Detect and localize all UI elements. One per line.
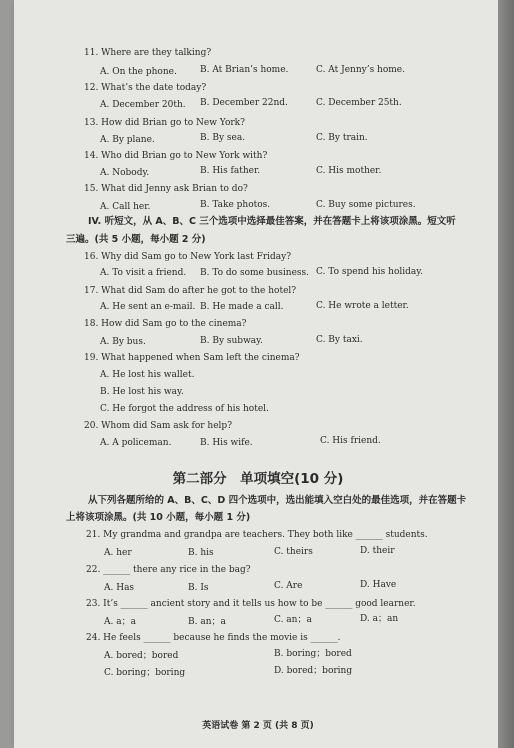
- option-13a: A. By plane.: [100, 135, 155, 145]
- option-24c: C. boring；boring: [104, 668, 186, 678]
- option-24b: B. boring；bored: [274, 649, 352, 659]
- question-23: 23. It’s ______ ancient story and it tells us how to be ______ good learner.: [86, 599, 416, 609]
- option-12a: A. December 20th.: [100, 100, 186, 110]
- option-24d: D. bored；boring: [274, 666, 353, 676]
- option-22a: A. Has: [104, 583, 135, 593]
- section-iv-instruction-line2: 三遍。(共 5 小题，每小题 2 分): [66, 234, 206, 245]
- question-11: 11. Where are they talking?: [84, 48, 212, 58]
- option-23c: C. an；a: [274, 615, 312, 625]
- option-16b: B. To do some business.: [200, 268, 309, 278]
- option-17a: A. He sent an e-mail.: [100, 302, 196, 312]
- option-15b: B. Take photos.: [200, 200, 271, 210]
- option-14a: A. Nobody.: [100, 168, 150, 178]
- option-15c: C. Buy some pictures.: [316, 200, 416, 210]
- option-23a: A. a；a: [104, 617, 136, 627]
- option-20b: B. His wife.: [200, 438, 253, 448]
- option-19c: C. He forgot the address of his hotel.: [100, 404, 269, 414]
- option-17b: B. He made a call.: [200, 302, 284, 312]
- option-11a: A. On the phone.: [100, 67, 177, 77]
- option-14c: C. His mother.: [316, 166, 382, 176]
- option-22c: C. Are: [274, 581, 303, 591]
- question-19: 19. What happened when Sam left the cinema?: [84, 353, 300, 363]
- option-12b: B. December 22nd.: [200, 98, 288, 108]
- option-20a: A. A policeman.: [100, 438, 172, 448]
- option-13b: B. By sea.: [200, 133, 246, 143]
- part-two-heading: 第二部分 单项填空(10 分): [172, 471, 344, 487]
- section-iv-instruction-line1: IV. 听短文，从 A、B、C 三个选项中选择最佳答案，并在答题卡上将该项涂黑。短文听: [88, 216, 456, 227]
- question-17: 17. What did Sam do after he got to the hotel?: [84, 286, 297, 296]
- option-19b: B. He lost his way.: [100, 387, 184, 397]
- option-20c: C. His friend.: [320, 436, 381, 446]
- option-24a: A. bored；bored: [104, 651, 179, 661]
- option-14b: B. His father.: [200, 166, 261, 176]
- option-16c: C. To spend his holiday.: [316, 267, 423, 277]
- option-11c: C. At Jenny’s home.: [316, 65, 405, 75]
- page-footer: 英语试卷 第 2 页 (共 8 页): [202, 721, 314, 731]
- page-edge-shadow: [498, 0, 514, 748]
- question-15: 15. What did Jenny ask Brian to do?: [84, 184, 248, 194]
- exam-page: [14, 0, 502, 748]
- question-18: 18. How did Sam go to the cinema?: [84, 319, 247, 329]
- option-22b: B. Is: [188, 583, 209, 593]
- option-18c: C. By taxi.: [316, 335, 363, 345]
- option-21c: C. theirs: [274, 547, 313, 557]
- option-17c: C. He wrote a letter.: [316, 301, 409, 311]
- option-23b: B. an；a: [188, 617, 226, 627]
- option-18b: B. By subway.: [200, 336, 263, 346]
- option-13c: C. By train.: [316, 133, 368, 143]
- question-20: 20. Whom did Sam ask for help?: [84, 421, 233, 431]
- option-16a: A. To visit a friend.: [100, 268, 187, 278]
- question-16: 16. Why did Sam go to New York last Friday?: [84, 252, 292, 262]
- option-11b: B. At Brian’s home.: [200, 65, 289, 75]
- option-21b: B. his: [188, 548, 214, 558]
- question-22: 22. ______ there any rice in the bag?: [86, 565, 251, 575]
- question-12: 12. What’s the date today?: [84, 83, 207, 93]
- option-19a: A. He lost his wallet.: [100, 370, 195, 380]
- question-24: 24. He feels ______ because he finds the movie is ______.: [86, 633, 341, 643]
- question-21: 21. My grandma and grandpa are teachers. They both like ______ students.: [86, 530, 428, 540]
- option-18a: A. By bus.: [100, 337, 146, 347]
- part-two-instruction-line2: 上将该项涂黑。(共 10 小题，每小题 1 分): [66, 512, 251, 523]
- option-21d: D. their: [360, 546, 395, 556]
- question-14: 14. Who did Brian go to New York with?: [84, 151, 268, 161]
- option-12c: C. December 25th.: [316, 98, 402, 108]
- option-15a: A. Call her.: [100, 202, 151, 212]
- part-two-instruction-line1: 从下列各题所给的 A、B、C、D 四个选项中，选出能填入空白处的最佳选项，并在答题卡: [88, 495, 467, 506]
- option-21a: A. her: [104, 548, 132, 558]
- option-22d: D. Have: [360, 580, 397, 590]
- question-13: 13. How did Brian go to New York?: [84, 118, 245, 128]
- option-23d: D. a；an: [360, 614, 399, 624]
